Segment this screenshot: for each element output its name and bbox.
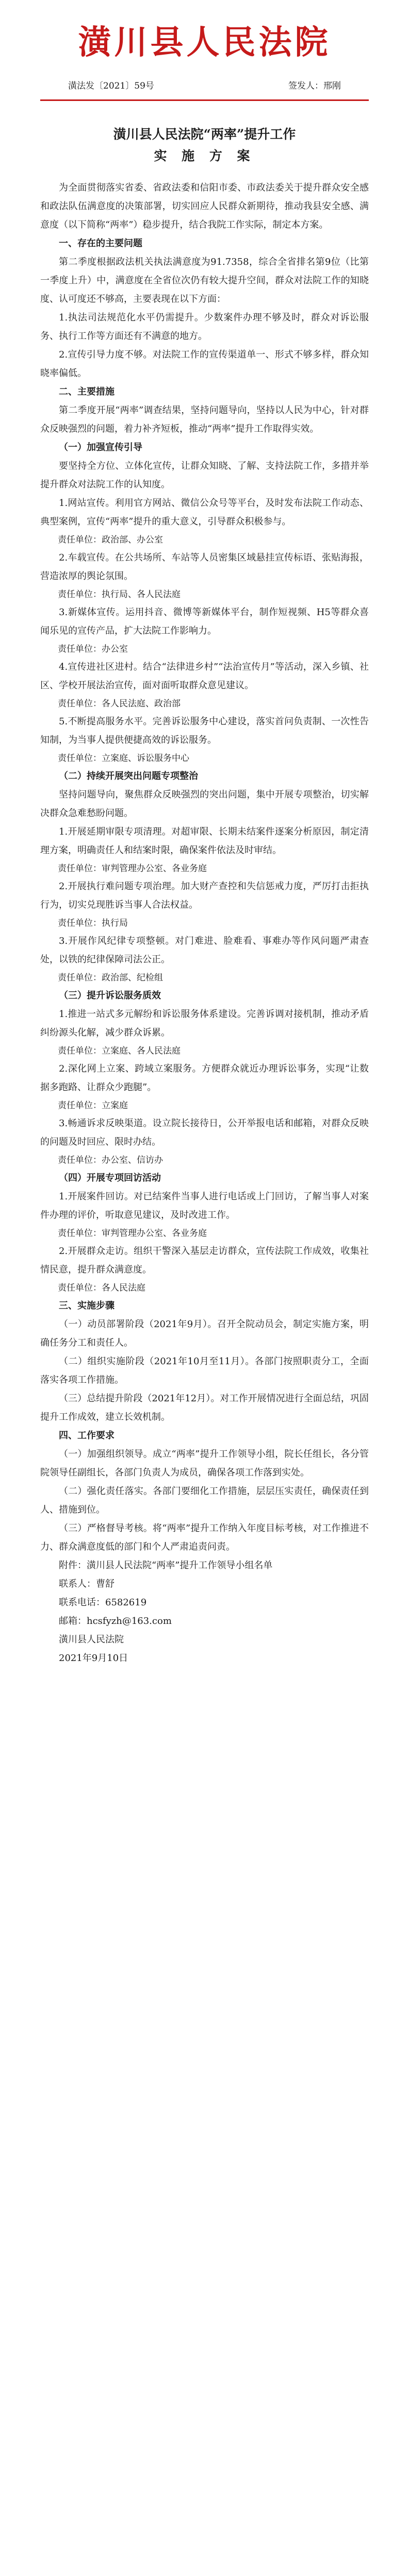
body-paragraph: 潢川县人民法院	[59, 1634, 124, 1645]
body-paragraph: 坚持问题导向，聚焦群众反映强烈的突出问题，集中开展专项整治，切实解决群众急难愁盼问题。	[40, 789, 369, 819]
body-paragraph: （三）总结提升阶段（2021年12月）。对工作开展情况进行全面总结，巩固提升工作成效，建立长效机制。	[40, 1393, 369, 1422]
body-paragraph: 1.开展延期审限专项清理。对超审限、长期未结案件逐案分析原因，制定清理方案，明确责任人和结案时限，确保案件依法及时审结。	[40, 826, 369, 856]
responsible-unit-line: 责任单位：办公室、信访办	[58, 1155, 163, 1165]
responsible-unit-line: 责任单位：立案庭、诉讼服务中心	[58, 753, 189, 764]
responsible-unit-line: 责任单位：政治部、纪检组	[58, 972, 163, 983]
responsible-unit-line: 责任单位：立案庭、各人民法庭	[58, 1045, 181, 1056]
body-paragraph: 3.畅通诉求反映渠道。设立院长接待日，公开举报电话和邮箱，对群众反映的问题及时回应、限时办结。	[40, 1117, 369, 1147]
responsible-unit-line: 责任单位：审判管理办公室、各业务庭	[58, 863, 207, 874]
body-paragraph: （二）组织实施阶段（2021年10月至11月）。各部门按照职责分工，全面落实各项工作措施。	[40, 1355, 369, 1385]
section-heading: 四、工作要求	[59, 1430, 114, 1441]
body-paragraph: 1.网站宣传。利用官方网站、微信公众号等平台，及时发布法院工作动态、典型案例，宣传“两率”提升的重大意义，引导群众积极参与。	[40, 497, 369, 527]
section-heading: 二、主要措施	[59, 386, 114, 397]
body-paragraph: 2.开展执行难问题专项治理。加大财产查控和失信惩戒力度，严厉打击拒执行为，切实兑现胜诉当事人合法权益。	[40, 880, 369, 910]
subsection-heading: （一）加强宣传引导	[59, 442, 142, 453]
body-paragraph: 2021年9月10日	[59, 1652, 128, 1664]
section-heading: 一、存在的主要问题	[59, 238, 142, 249]
responsible-unit-line: 责任单位：各人民法庭	[58, 1282, 145, 1293]
responsible-unit-line: 责任单位：立案庭	[58, 1100, 128, 1111]
subsection-heading: （二）持续开展突出问题专项整治	[59, 770, 198, 782]
court-masthead-title: 潢川县人民法院	[78, 23, 331, 62]
responsible-unit-line: 责任单位：政治部、办公室	[58, 534, 163, 545]
subsection-heading: （三）提升诉讼服务质效	[59, 990, 161, 1001]
responsible-unit-line: 责任单位：各人民法庭、政治部	[58, 698, 181, 709]
responsible-unit-line: 责任单位：办公室	[58, 643, 128, 654]
document-meta	[40, 78, 369, 91]
body-paragraph: 2.开展群众走访。组织干警深入基层走访群众，宣传法院工作成效，收集社情民意，提升群众满意度。	[40, 1245, 369, 1275]
body-paragraph: 3.新媒体宣传。运用抖音、微博等新媒体平台，制作短视频、H5等群众喜闻乐见的宣传产品，扩大法院工作影响力。	[40, 606, 369, 636]
responsible-unit-line: 责任单位：执行局	[58, 918, 128, 928]
subsection-heading: （四）开展专项回访活动	[59, 1172, 161, 1183]
body-paragraph: （三）严格督导考核。将“两率”提升工作纳入年度目标考核，对工作推进不力、群众满意度低的部门和个人严肃追责问责。	[40, 1522, 369, 1552]
body-paragraph: 2.宣传引导力度不够。对法院工作的宣传渠道单一、形式不够多样，群众知晓率偏低。	[40, 349, 369, 379]
body-paragraph: （二）强化责任落实。各部门要细化工作措施，层层压实责任，确保责任到人、措施到位。	[40, 1485, 369, 1515]
body-paragraph: 5.不断提高服务水平。完善诉讼服务中心建设，落实首问负责制、一次性告知制，为当事人提供便捷高效的诉讼服务。	[40, 716, 369, 745]
document-signer: 签发人：邢刚	[288, 81, 341, 92]
body-paragraph: 3.开展作风纪律专项整顿。对门难进、脸难看、事难办等作风问题严肃查处，以铁的纪律保障司法公正。	[40, 935, 369, 965]
document-body	[40, 179, 369, 1668]
body-paragraph: 联系人：曹舒	[59, 1578, 114, 1589]
red-divider-line	[40, 99, 369, 101]
body-paragraph: 1.开展案件回访。对已结案件当事人进行电话或上门回访，了解当事人对案件办理的评价，听取意见建议，及时改进工作。	[40, 1191, 369, 1221]
body-paragraph: 4.宣传进社区进村。结合“法律进乡村”“法治宣传月”等活动，深入乡镇、社区、学校开展法治宣传，面对面听取群众意见建议。	[40, 661, 369, 691]
section-heading: 三、实施步骤	[59, 1300, 114, 1311]
body-paragraph: 1.推进一站式多元解纷和诉讼服务体系建设。完善诉调对接机制，推动矛盾纠纷源头化解，减少群众诉累。	[40, 1008, 369, 1038]
body-paragraph: （一）加强组织领导。成立“两率”提升工作领导小组，院长任组长，各分管院领导任副组长，各部门负责人为成员，确保各项工作落到实处。	[40, 1448, 369, 1478]
document-number: 潢法发〔2021〕59号	[68, 81, 154, 92]
body-paragraph: （一）动员部署阶段（2021年9月）。召开全院动员会，制定实施方案，明确任务分工和责任人。	[40, 1318, 369, 1348]
body-paragraph: 附件：潢川县人民法院“两率”提升工作领导小组名单	[59, 1560, 273, 1571]
body-paragraph: 要坚持全方位、立体化宣传，让群众知晓、了解、支持法院工作，多措并举提升群众对法院工作的认知度。	[40, 460, 369, 490]
masthead	[40, 0, 369, 61]
body-paragraph: 联系电话：6582619	[59, 1597, 147, 1608]
body-paragraph: 邮箱：hcsfyzh@163.com	[59, 1615, 172, 1626]
body-paragraph: 2.车载宣传。在公共场所、车站等人员密集区域悬挂宣传标语、张贴海报，营造浓厚的舆论氛围。	[40, 552, 369, 582]
body-paragraph: 为全面贯彻落实省委、省政法委和信阳市委、市政法委关于提升群众安全感和政法队伍满意度的决策部署，切实回应人民群众新期待，推动我县安全感、满意度（以下简称“两率”）稳步提升，结合我院工作实际，制定本方案。	[40, 182, 369, 230]
document-title: 潢川县人民法院“两率”提升工作	[113, 127, 296, 142]
responsible-unit-line: 责任单位：审判管理办公室、各业务庭	[58, 1228, 207, 1239]
body-paragraph: 第二季度开展“两率”调查结果，坚持问题导向，坚持以人民为中心，针对群众反映强烈的问题，着力补齐短板，推动“两率”提升工作取得实效。	[40, 404, 369, 434]
body-paragraph: 1.执法司法规范化水平仍需提升。少数案件办理不够及时，群众对诉讼服务、执行工作等方面还有不满意的地方。	[40, 312, 369, 342]
document-subtitle: 实 施 方 案	[154, 148, 255, 163]
responsible-unit-line: 责任单位：执行局、各人民法庭	[58, 589, 181, 600]
body-paragraph: 2.深化网上立案、跨域立案服务。方便群众就近办理诉讼事务，实现“让数据多跑路、让群众少跑腿”。	[40, 1063, 369, 1093]
body-paragraph: 第二季度根据政法机关执法满意度为91.7358，综合全省排名第9位（比第一季度上升）中，满意度在全省位次仍有较大提升空间，群众对法院工作的知晓度、认可度还不够高，主要表现在以下方面：	[40, 256, 369, 304]
